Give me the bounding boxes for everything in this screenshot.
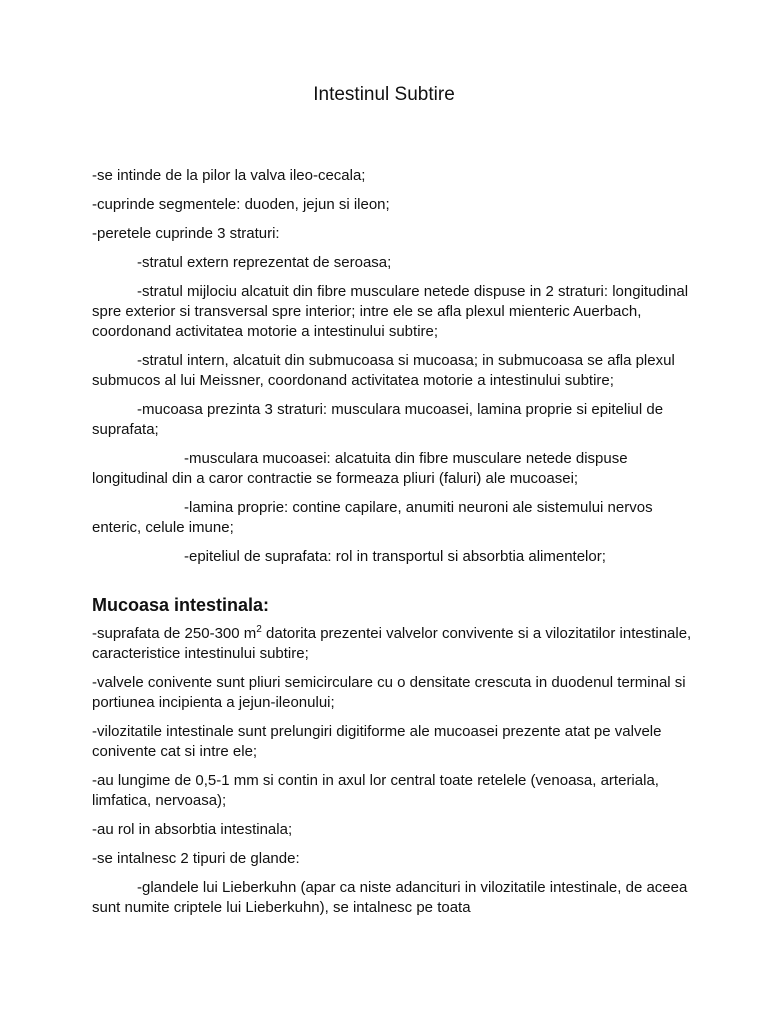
paragraph: -cuprinde segmentele: duoden, jejun si ileon; — [92, 196, 390, 213]
paragraph: -mucoasa prezinta 3 straturi: musculara mucoasei, lamina proprie si epiteliul de suprafata; — [92, 401, 664, 438]
document-body — [92, 166, 692, 927]
paragraph: -vilozitatile intestinale sunt prelungiri digitiforme ale mucoasei prezente atat pe valvele conivente cat si intre ele; — [92, 723, 662, 760]
paragraph: -peretele cuprinde 3 straturi: — [92, 225, 280, 242]
document-title: Intestinul Subtire — [313, 84, 455, 105]
paragraph: -glandele lui Lieberkuhn (apar ca niste adancituri in vilozitatile intestinale, de aceea sunt numite criptele lui Lieberkuhn), se intalnesc pe toata — [92, 879, 688, 916]
paragraph: -stratul intern, alcatuit din submucoasa si mucoasa; in submucoasa se afla plexul submucos al lui Meissner, coordonand activitatea motorie a intestinului subtire; — [92, 352, 675, 389]
paragraph: -musculara mucoasei: alcatuita din fibre musculare netede dispuse longitudinal din a caror contractie se formeaza pliuri (faluri) ale mucoasei; — [92, 450, 628, 487]
superscript: 2 — [256, 624, 262, 635]
paragraph: -se intinde de la pilor la valva ileo-cecala; — [92, 167, 366, 184]
paragraph: -epiteliul de suprafata: rol in transportul si absorbtia alimentelor; — [184, 548, 606, 565]
paragraph: -se intalnesc 2 tipuri de glande: — [92, 850, 300, 867]
paragraph-text: datorita prezentei valvelor convivente si a vilozitatilor intestinale, caracteristice intestinului subtire; — [92, 625, 692, 662]
paragraph: -au rol in absorbtia intestinala; — [92, 821, 293, 838]
paragraph: -stratul mijlociu alcatuit din fibre musculare netede dispuse in 2 straturi: longitudinal spre exterior si transversal spre interior; intre ele se afla plexul mienteric Auerbach, coordonand activitatea motorie a intestinului subtire; — [92, 283, 689, 340]
paragraph — [92, 624, 692, 664]
paragraph: -valvele conivente sunt pliuri semicirculare cu o densitate crescuta in duodenul terminal si portiunea incipienta a jejun-ileonului; — [92, 674, 686, 711]
paragraph: -stratul extern reprezentat de seroasa; — [137, 254, 392, 271]
paragraph: -au lungime de 0,5-1 mm si contin in axul lor central toate retelele (venoasa, arteriala, limfatica, nervoasa); — [92, 772, 659, 809]
paragraph-text: -suprafata de 250-300 m — [92, 625, 257, 642]
paragraph: -lamina proprie: contine capilare, anumiti neuroni ale sistemului nervos enteric, celule imune; — [92, 499, 653, 536]
section-heading: Mucoasa intestinala: — [92, 595, 270, 615]
